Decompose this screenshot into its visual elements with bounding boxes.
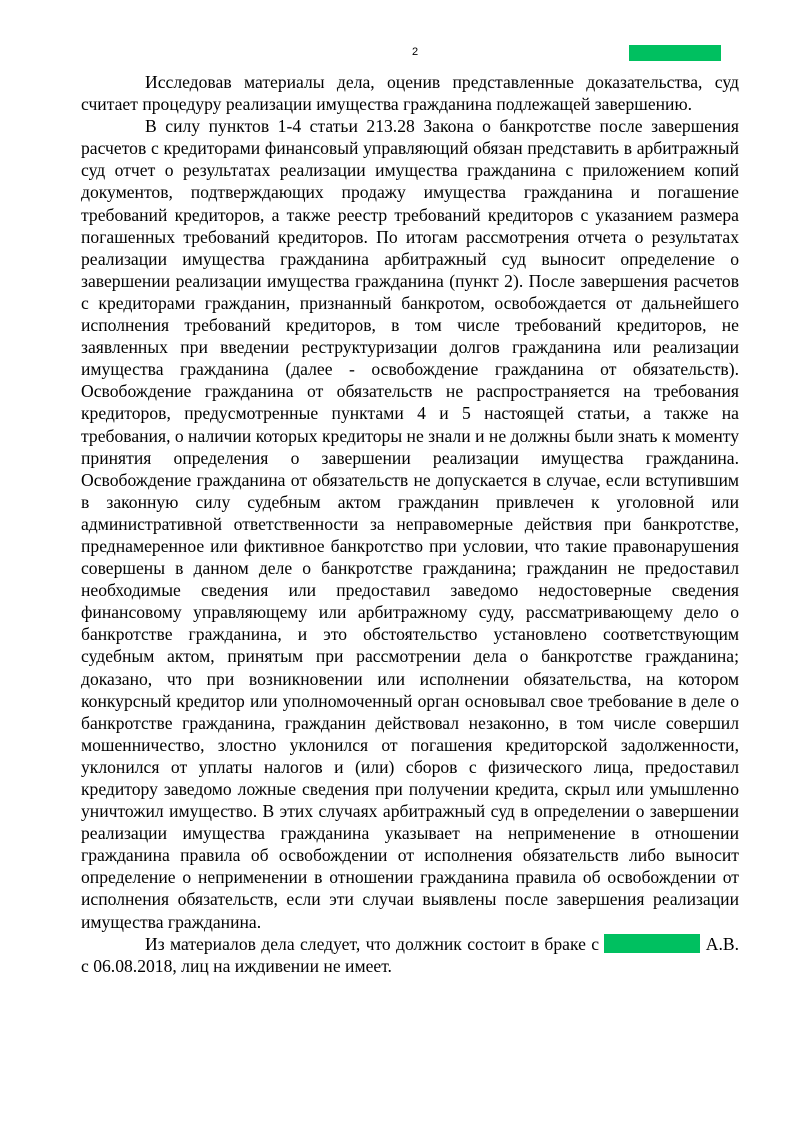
redaction-block-header xyxy=(629,45,721,61)
marriage-text-after: А.В. с 06.08.2018, лиц на иждивении не имеет. xyxy=(81,933,739,976)
marriage-text-before: Из материалов дела следует, что должник состоит в браке с xyxy=(145,933,605,954)
paragraph-law-citation: В силу пунктов 1-4 статьи 213.28 Закона о банкротстве после завершения расчетов с кредиторами финансовый управляющий обязан представить в арбитражный суд отчет о результатах реализации имущества гражданина с приложением копий документов, подтверждающих продажу имущества гражданина и погашение требований кредиторов, а также реестр требований кредиторов с указанием размера погашенных требований кредиторов. По итогам рассмотрения отчета о результатах реализации имущества гражданина арбитражный суд выносит определение о завершении реализации имущества гражданина (пункт 2). После завершения расчетов с кредиторами гражданин, признанный банкротом, освобождается от дальнейшего исполнения требований кредиторов, в том числе требований кредиторов, не заявленных при введении реструктуризации долгов гражданина или реализации имущества гражданина (далее - освобождение гражданина от обязательств). Освобождение гражданина от обязательств не распространяется на требования кредиторов, предусмотренные пунктами 4 и 5 настоящей статьи, а также на требования, о наличии которых кредиторы не знали и не должны были знать к моменту принятия определения о завершении реализации имущества гражданина. Освобождение гражданина от обязательств не допускается в случае, если вступившим в законную силу судебным актом гражданин привлечен к уголовной или административной ответственности за неправомерные действия при банкротстве, преднамеренное или фиктивное банкротство при условии, что такие правонарушения совершены в данном деле о банкротстве гражданина; гражданин не предоставил необходимые сведения или предоставил заведомо недостоверные сведения финансовому управляющему или арбитражному суду, рассматривающему дело о банкротстве гражданина, и это обстоятельство установлено соответствующим судебным актом, принятым при рассмотрении дела о банкротстве гражданина; доказано, что при возникновении или исполнении обязательства, на котором конкурсный кредитор или уполномоченный орган основывал свое требование в деле о банкротстве гражданина, гражданин действовал незаконно, в том числе совершил мошенничество, злостно уклонился от погашения кредиторской задолженности, уклонился от уплаты налогов и (или) сборов с физического лица, предоставил кредитору заведомо ложные сведения при получении кредита, скрыл или умышленно уничтожил имущество. В этих случаях арбитражный суд в определении о завершении реализации имущества гражданина указывает на неприменение в отношении гражданина правила об освобождении от исполнения обязательств либо выносит определение о неприменении в отношении гражданина правила об освобождении от исполнения обязательств, если эти случаи выявлены после завершения реализации имущества гражданина. xyxy=(81,116,739,932)
redaction-block-spouse-name xyxy=(604,934,700,953)
page-number: 2 xyxy=(411,46,419,58)
paragraph-marriage-status xyxy=(81,933,739,977)
paragraph-conclusion: Исследовав материалы дела, оценив представленные доказательства, суд считает процедуру реализации имущества гражданина подлежащей завершению. xyxy=(81,72,739,115)
document-body xyxy=(81,71,739,977)
